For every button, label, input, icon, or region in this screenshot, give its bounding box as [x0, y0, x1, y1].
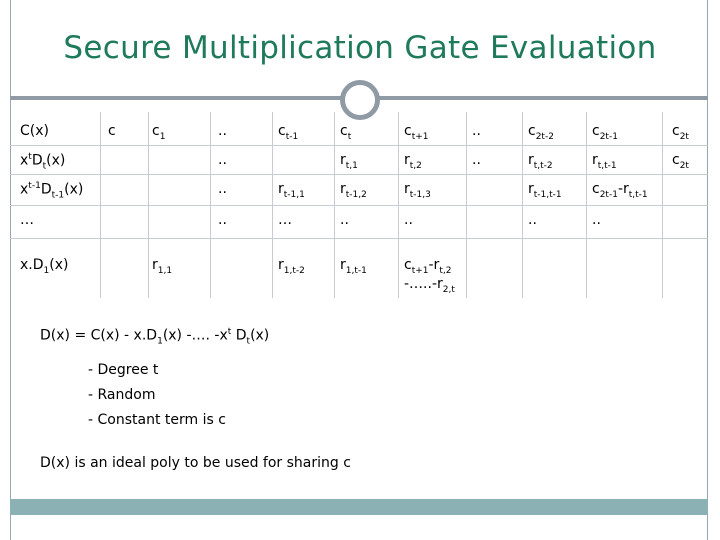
table-cell: $r_{t-1,3}$	[404, 181, 431, 200]
table-cell: $c_{2t-2}$	[528, 123, 554, 142]
bullet-item: - Degree t	[88, 362, 159, 378]
table-cell: $c_{t+1}-r_{t,2}$ $-\dots..-r_{2,t}$	[404, 257, 455, 295]
table-cell: ..	[218, 212, 227, 228]
table-cell: ..	[404, 212, 413, 228]
table-cell: $c_1$	[152, 123, 166, 142]
table-cell: $r_{t,t-2}$	[528, 152, 553, 171]
table-cell: $r_{1,1}$	[152, 257, 173, 276]
bullet-item: - Random	[88, 387, 156, 403]
table-cell: ..	[472, 152, 481, 168]
table-cell: $c_{t-1}$	[278, 123, 299, 142]
table-cell: $c_t$	[340, 123, 352, 142]
table-grid-line	[10, 145, 708, 146]
table-cell: $r_{t,1}$	[340, 152, 358, 171]
table-cell: $c_{2t}$	[672, 123, 689, 142]
table-grid-line	[10, 238, 708, 239]
slide-title: Secure Multiplication Gate Evaluation	[63, 30, 657, 66]
table-cell: ..	[472, 123, 481, 139]
table-row-label: $x^tD_t(x)$	[20, 152, 66, 172]
footer-bar	[10, 499, 708, 515]
table-cell: ..	[340, 212, 349, 228]
note-text: D(x) is an ideal poly to be used for sharing c	[40, 455, 351, 471]
table-cell: ..	[592, 212, 601, 228]
table-cell: $c_{2t}$	[672, 152, 689, 171]
table-cell: c	[108, 123, 116, 139]
table-cell: ..	[528, 212, 537, 228]
decorative-circle-icon	[340, 80, 380, 120]
table-cell: ..	[218, 123, 227, 139]
formula: $D(x) = C(x) - x.D_1(x)$ -…. $-x^t$ $D_t(x)$	[40, 327, 270, 347]
table-cell: $c_{2t-1}$	[592, 123, 618, 142]
table-cell: $c_{2t-1}-r_{t,t-1}$	[592, 181, 648, 200]
bullet-item: - Constant term is c	[88, 412, 226, 428]
table-grid-line	[10, 174, 708, 175]
table-cell: $r_{1,t-1}$	[340, 257, 367, 276]
table-cell: $r_{t-1,t-1}$	[528, 181, 562, 200]
table-row-label: $x.D_1(x)$	[20, 257, 69, 276]
table-row-label: $x^{t-1}D_{t-1}(x)$	[20, 181, 84, 201]
table-cell: ..	[218, 181, 227, 197]
table-cell: $r_{t,2}$	[404, 152, 422, 171]
table-cell: $r_{t-1,2}$	[340, 181, 367, 200]
table-row-label: …	[20, 212, 34, 228]
bullet-list	[88, 362, 226, 437]
table-cell: ..	[218, 152, 227, 168]
table-cell: …	[278, 212, 292, 228]
table-cell: $r_{t-1,1}$	[278, 181, 305, 200]
table-cell: $c_{t+1}$	[404, 123, 429, 142]
table-grid-line	[10, 205, 708, 206]
table-cell: $r_{1,t-2}$	[278, 257, 305, 276]
table-row-label: C(x)	[20, 123, 49, 139]
table-cell: $r_{t,t-1}$	[592, 152, 617, 171]
